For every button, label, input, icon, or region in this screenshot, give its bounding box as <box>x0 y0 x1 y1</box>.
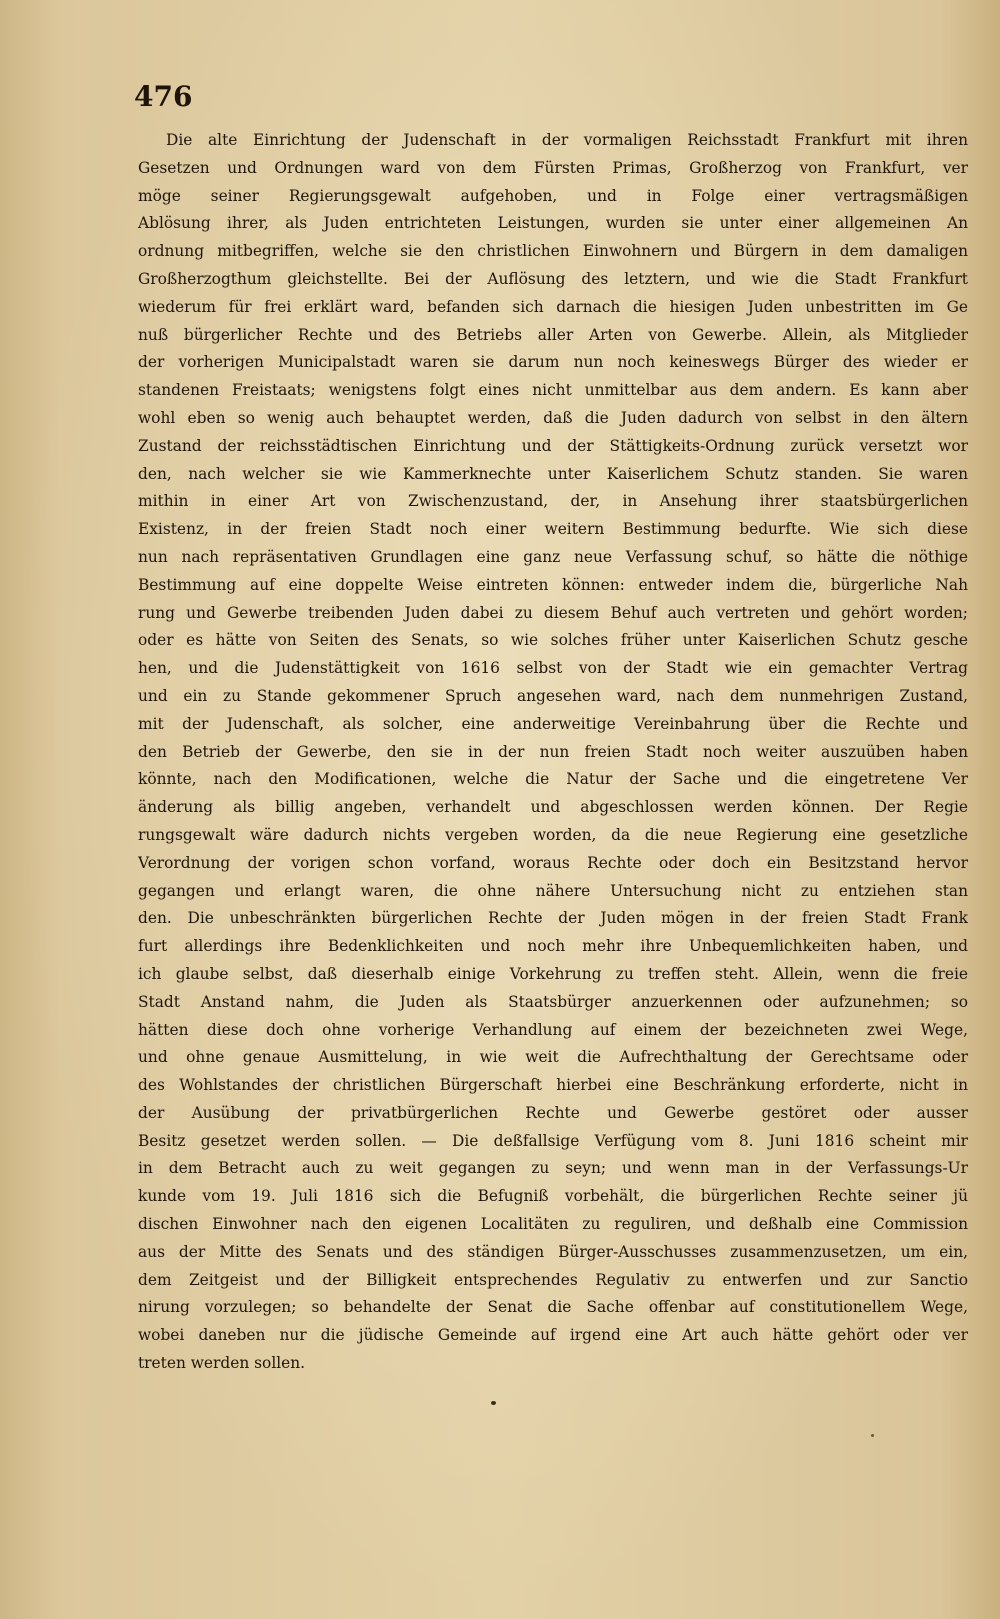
text-line: treten werden sollen. <box>138 1354 306 1373</box>
ink-dot <box>491 1401 496 1405</box>
text-line: Gesetzen und Ordnungen ward von dem Fürsten Primas, Großherzog von Frankfurt, ver <box>138 158 968 177</box>
text-line: oder es hätte von Seiten des Senats, so wie solches früher unter Kaiserlichen Schutz gesche <box>138 631 968 650</box>
text-line: Großherzogthum gleichstellte. Bei der Auflösung des letztern, und wie die Stadt Frankfurt <box>138 269 968 288</box>
text-line: furt allerdings ihre Bedenklichkeiten und noch mehr ihre Unbequemlichkeiten haben, und <box>138 937 968 956</box>
text-line: den, nach welcher sie wie Kammerknechte unter Kaiserlichem Schutz standen. Sie waren <box>138 464 968 483</box>
text-line: kunde vom 19. Juli 1816 sich die Befugniß vorbehält, die bürgerlichen Rechte seiner jü <box>138 1187 968 1206</box>
text-line: der Ausübung der privatbürgerlichen Rechte und Gewerbe gestöret oder ausser <box>138 1103 968 1122</box>
text-line: rungsgewalt wäre dadurch nichts vergeben worden, da die neue Regierung eine gesetzliche <box>138 825 968 844</box>
text-line: nun nach repräsentativen Grundlagen eine ganz neue Verfassung schuf, so hätte die nöthige <box>138 547 968 566</box>
text-line: gegangen und erlangt waren, die ohne nähere Untersuchung nicht zu entziehen stan <box>138 881 968 900</box>
text-line: nirung vorzulegen; so behandelte der Senat die Sache offenbar auf constitutionellem Wege, <box>138 1298 968 1317</box>
text-line: Stadt Anstand nahm, die Juden als Staatsbürger anzuerkennen oder aufzunehmen; so <box>138 992 968 1011</box>
text-line: und ein zu Stande gekommener Spruch angesehen ward, nach dem nunmehrigen Zustand, <box>138 686 968 705</box>
text-line: Ablösung ihrer, als Juden entrichteten Leistungen, wurden sie unter einer allgemeinen An <box>138 214 968 233</box>
text-line: Zustand der reichsstädtischen Einrichtung und der Stättigkeits-Ordnung zurück versetzt wor <box>138 436 968 455</box>
page-number: 476 <box>134 80 193 113</box>
text-line: hätten diese doch ohne vorherige Verhandlung auf einem der bezeichneten zwei Wege, <box>138 1020 968 1039</box>
text-line: den. Die unbeschränkten bürgerlichen Rechte der Juden mögen in der freien Stadt Frank <box>138 909 968 928</box>
text-line: ich glaube selbst, daß dieserhalb einige Vorkehrung zu treffen steht. Allein, wenn die freie <box>138 964 968 983</box>
paper-speck <box>871 1434 874 1437</box>
text-line: dem Zeitgeist und der Billigkeit entsprechendes Regulativ zu entwerfen und zur Sanctio <box>138 1270 968 1289</box>
text-line: dischen Einwohner nach den eigenen Localitäten zu reguliren, und deßhalb eine Commission <box>138 1215 968 1234</box>
text-line: mit der Judenschaft, als solcher, eine anderweitige Vereinbahrung über die Rechte und <box>138 714 968 733</box>
text-line: und ohne genaue Ausmittelung, in wie weit die Aufrechthaltung der Gerechtsame oder <box>138 1048 968 1067</box>
text-line: änderung als billig angeben, verhandelt und abgeschlossen werden können. Der Regie <box>138 798 968 817</box>
text-line: Verordnung der vorigen schon vorfand, woraus Rechte oder doch ein Besitzstand hervor <box>138 853 968 872</box>
text-line: könnte, nach den Modificationen, welche die Natur der Sache und die eingetretene Ver <box>138 770 968 789</box>
text-line: rung und Gewerbe treibenden Juden dabei zu diesem Behuf auch vertreten und gehört worden; <box>138 603 968 622</box>
text-line: Die alte Einrichtung der Judenschaft in der vormaligen Reichsstadt Frankfurt mit ihren <box>166 131 968 149</box>
text-line: möge seiner Regierungsgewalt aufgehoben, und in Folge einer vertragsmäßigen <box>138 186 968 205</box>
text-line: der vorherigen Municipalstadt waren sie darum nun noch keineswegs Bürger des wieder er <box>138 353 968 372</box>
text-line: nuß bürgerlicher Rechte und des Betriebs aller Arten von Gewerbe. Allein, als Mitglieder <box>138 325 968 344</box>
text-line: mithin in einer Art von Zwischenzustand, der, in Ansehung ihrer staatsbürgerlichen <box>138 492 968 511</box>
text-line: ordnung mitbegriffen, welche sie den christlichen Einwohnern und Bürgern in dem damaligen <box>138 242 968 261</box>
text-line: hen, und die Judenstättigkeit von 1616 selbst von der Stadt wie ein gemachter Vertrag <box>138 659 968 678</box>
text-line: Bestimmung auf eine doppelte Weise eintreten können: entweder indem die, bürgerliche Nah <box>138 575 968 594</box>
text-line: wohl eben so wenig auch behauptet werden, daß die Juden dadurch von selbst in den ältern <box>138 408 968 427</box>
text-line: des Wohlstandes der christlichen Bürgerschaft hierbei eine Beschränkung erforderte, nicht in <box>138 1076 968 1095</box>
text-line: standenen Freistaats; wenigstens folgt eines nicht unmittelbar aus dem andern. Es kann aber <box>138 381 968 400</box>
body-paragraph <box>138 127 968 1378</box>
text-line: in dem Betracht auch zu weit gegangen zu seyn; und wenn man in der Verfassungs-Ur <box>138 1159 968 1178</box>
text-line: aus der Mitte des Senats und des ständigen Bürger-Ausschusses zusammenzusetzen, um ein, <box>138 1242 968 1261</box>
text-line: wiederum für frei erklärt ward, befanden sich darnach die hiesigen Juden unbestritten im Ge <box>138 297 968 316</box>
text-line: Existenz, in der freien Stadt noch einer weitern Bestimmung bedurfte. Wie sich diese <box>138 520 968 539</box>
text-line: den Betrieb der Gewerbe, den sie in der nun freien Stadt noch weiter auszuüben haben <box>138 742 968 761</box>
text-line: wobei daneben nur die jüdische Gemeinde auf irgend eine Art auch hätte gehört oder ver <box>138 1326 968 1345</box>
text-line: Besitz gesetzet werden sollen. — Die deßfallsige Verfügung vom 8. Juni 1816 scheint mir <box>138 1131 968 1150</box>
